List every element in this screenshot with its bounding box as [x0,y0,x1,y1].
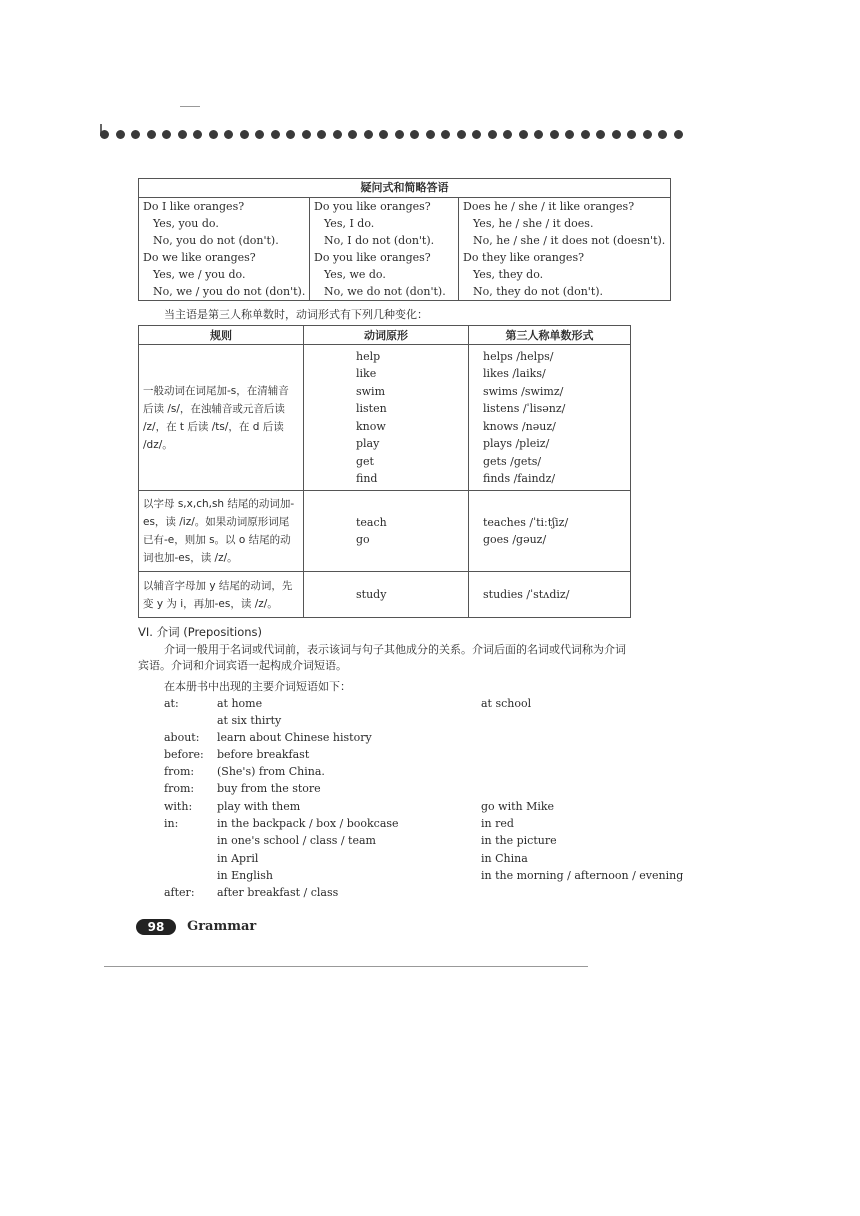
table1-line: Do I like oranges? [143,200,245,213]
table1-line: Do we like oranges? [143,251,256,264]
dot [534,130,543,139]
dot [581,130,590,139]
dot [457,130,466,139]
dot [302,130,311,139]
dot [612,130,621,139]
prep-right: in red [481,817,514,830]
prep-right: in the picture [481,834,557,847]
dot [596,130,605,139]
base-verb: study [356,587,387,601]
base-verb: help [356,349,381,363]
paragraph-line-1: 介词一般用于名词或代词前，表示该词与句子其他成分的关系。介词后面的名词或代词称为介词 [164,643,626,656]
table1-line: Yes, he / she / it does. [473,217,594,230]
dot [395,130,404,139]
question-answer-table [138,178,671,301]
table1-line: Yes, I do. [324,217,375,230]
base-verb: listen [356,402,387,415]
base-verb: like [356,367,377,380]
dot [410,130,419,139]
prep-left: in English [217,869,274,882]
page-number: 98 [136,919,176,935]
table1-line: Yes, they do. [473,268,544,281]
third-person-form: plays /pleiz/ [483,437,550,450]
prep-left: learn about Chinese history [217,731,372,744]
table1-col3 [459,198,671,301]
t2-base-2 [304,491,469,572]
table1-line: Do you like oranges? [314,251,431,264]
prep-left: in April [217,852,259,865]
base-verb: go [356,533,370,546]
third-person-form: likes /laiks/ [483,367,546,380]
dot [131,130,140,139]
paragraph-line-2: 宾语。介词和介词宾语一起构成介词短语。 [138,659,347,672]
base-verb: know [356,419,386,433]
base-verb: teach [356,515,387,529]
prep-label: from: [164,782,195,795]
dot [627,130,636,139]
t2-third-1 [469,345,631,491]
prep-left: in the backpack / box / bookcase [217,817,399,830]
t2-header-rule: 规则 [139,326,304,345]
dot [100,130,109,139]
prep-right: in China [481,852,528,865]
dot [550,130,559,139]
section-heading: VI. 介词 (Prepositions) [138,625,263,639]
table1-line: Yes, you do. [153,217,219,230]
table1-line: No, we / you do not (don't). [153,285,306,298]
prep-label: before: [164,748,204,761]
t2-rule-1: 一般动词在词尾加-s，在清辅音后读 /s/，在浊辅音或元音后读 /z/，在 t 后读 /ts/，在 d 后读 /dz/。 [139,345,304,491]
prep-label: with: [164,800,193,813]
dot [209,130,218,139]
t2-third-3 [469,572,631,618]
table1-col1 [139,198,310,301]
third-person-form: finds /faindz/ [483,472,556,485]
base-verb: swim [356,384,386,398]
footer-label: Grammar [187,919,257,934]
dot [178,130,187,139]
dot [255,130,264,139]
dot [503,130,512,139]
section-paragraph [138,642,678,674]
dot [162,130,171,139]
prep-label: after: [164,886,195,899]
table1-line: Does he / she / it like oranges? [463,200,635,213]
dot [426,130,435,139]
t2-base-3 [304,572,469,618]
base-verb: find [356,472,378,485]
dot [643,130,652,139]
prep-label: at: [164,697,179,710]
table1-header: 疑问式和简略答语 [139,179,671,198]
table1-line: Yes, we do. [324,268,386,281]
dot [519,130,528,139]
table1-line: No, we do not (don't). [324,285,446,298]
page-footer [136,916,256,934]
base-verb: get [356,454,374,468]
third-person-form: listens /ˈlisənz/ [483,402,566,415]
third-person-note: 当主语是第三人称单数时，动词形式有下列几种变化： [164,308,428,321]
dot [488,130,497,139]
third-person-form: gets /gets/ [483,454,542,468]
dot [364,130,373,139]
table1-line: Yes, we / you do. [153,268,246,281]
third-person-form: teaches /ˈtiːtʃiz/ [483,515,569,529]
table1-line: No, you do not (don't). [153,234,279,247]
dot [193,130,202,139]
table1-line: No, I do not (don't). [324,234,435,247]
third-person-form: goes /gəuz/ [483,533,547,546]
third-person-form: swims /swimz/ [483,384,564,398]
verb-form-table [138,325,631,618]
table1-col2 [310,198,459,301]
dot [147,130,156,139]
prep-label: from: [164,765,195,778]
dot [441,130,450,139]
prep-left: at home [217,697,263,710]
phrase-intro: 在本册书中出现的主要介词短语如下： [164,680,351,693]
prep-label: about: [164,731,200,744]
dot [379,130,388,139]
dot [348,130,357,139]
table1-line: No, he / she / it does not (doesn't). [473,234,666,247]
table1-line: No, they do not (don't). [473,285,604,298]
dot [240,130,249,139]
dot [472,130,481,139]
prep-right: at school [481,697,532,710]
t2-rule-2: 以字母 s,x,ch,sh 结尾的动词加-es，读 /iz/。如果动词原形词尾已有-e，则加 s。以 o 结尾的动词也加-es，读 /z/。 [139,491,304,572]
prep-left: (She's) from China. [217,765,325,778]
footer-rule [104,966,588,967]
prep-label: in: [164,817,179,830]
t2-header-third: 第三人称单数形式 [469,326,631,345]
dotted-header-rule [100,124,700,140]
t2-rule-3: 以辅音字母加 y 结尾的动词，先变 y 为 i，再加-es，读 /z/。 [139,572,304,618]
third-person-form: helps /helps/ [483,349,554,363]
t2-base-1 [304,345,469,491]
third-person-form: studies /ˈstʌdiz/ [483,587,570,601]
prep-left: at six thirty [217,714,282,727]
dot [333,130,342,139]
prep-left: play with them [217,800,301,813]
prep-left: in one's school / class / team [217,834,376,847]
t2-header-base: 动词原形 [304,326,469,345]
prep-right: in the morning / afternoon / evening [481,869,684,882]
dot [224,130,233,139]
dot [658,130,667,139]
dot [674,130,683,139]
t2-third-2 [469,491,631,572]
dot [317,130,326,139]
dot [116,130,125,139]
prep-right: go with Mike [481,800,555,813]
dot [565,130,574,139]
dot [271,130,280,139]
dot [286,130,295,139]
prep-left: before breakfast [217,748,310,761]
table1-line: Do you like oranges? [314,200,431,213]
base-verb: play [356,437,380,450]
prep-left: buy from the store [217,782,321,795]
table1-line: Do they like oranges? [463,251,584,264]
third-person-form: knows /nəuz/ [483,419,556,433]
prep-left: after breakfast / class [217,886,339,899]
scan-mark [180,106,200,107]
